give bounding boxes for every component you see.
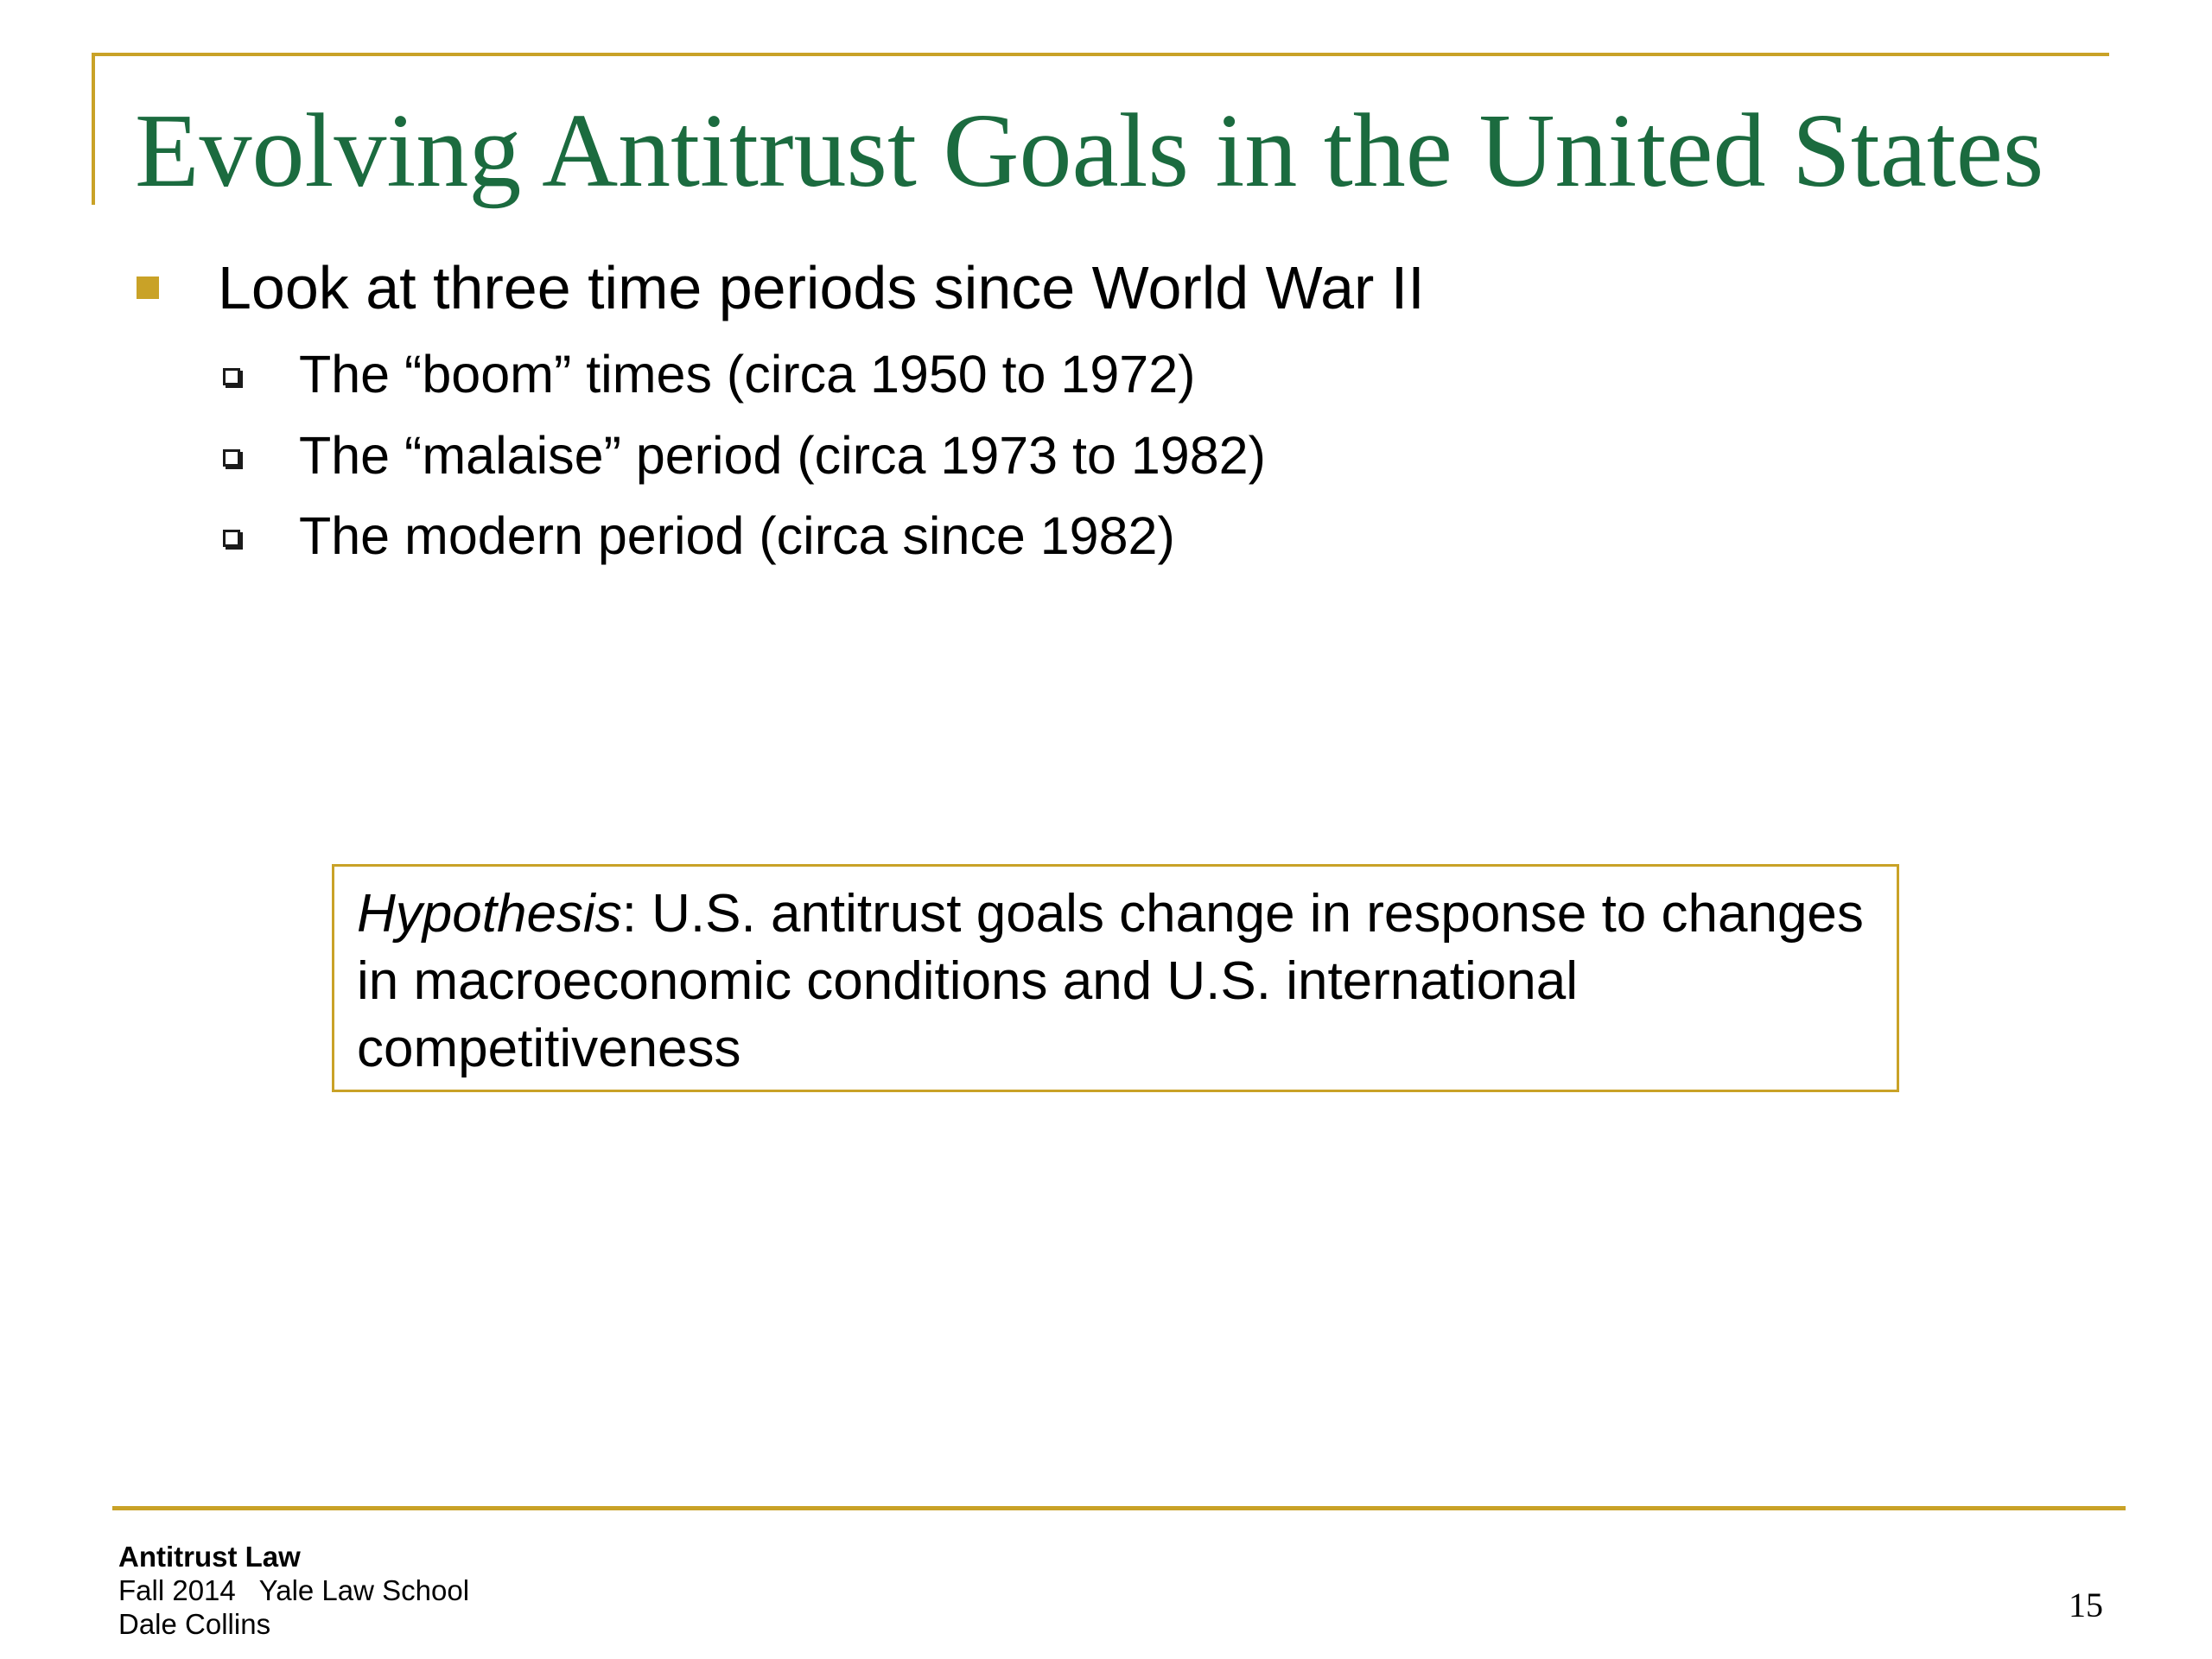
bullet-text: Look at three time periods since World War II: [218, 254, 1425, 321]
box-bullet-icon: [223, 530, 240, 547]
box-bullet-icon: [223, 449, 240, 467]
hypothesis-text: [357, 880, 1886, 1083]
hypothesis-label: Hypothesis: [357, 884, 622, 944]
slide-title: Evolving Antitrust Goals in the United States: [135, 92, 2044, 209]
footer-term-school: Fall 2014 Yale Law School: [118, 1574, 470, 1606]
footer-rule: [112, 1506, 2126, 1510]
title-rule-top: [92, 53, 2109, 56]
hypothesis-box: [332, 864, 1899, 1092]
footer-author: Dale Collins: [118, 1608, 271, 1640]
hypothesis-body: : U.S. antitrust goals change in response to changes in macroeconomic conditions and U.S. international competitiveness: [357, 884, 1864, 1078]
square-bullet-icon: [137, 276, 159, 299]
page-number: 15: [2069, 1586, 2103, 1624]
footer: [118, 1540, 469, 1641]
sub-bullet-text: The modern period (circa since 1982): [299, 506, 1175, 565]
title-rule-left: [92, 53, 95, 205]
box-bullet-icon: [223, 368, 240, 385]
sub-bullet-text: The “boom” times (circa 1950 to 1972): [299, 345, 1196, 404]
sub-bullet-text: The “malaise” period (circa 1973 to 1982): [299, 426, 1266, 485]
footer-course: Antitrust Law: [118, 1541, 301, 1573]
level1-bullet-marker: [137, 251, 159, 325]
